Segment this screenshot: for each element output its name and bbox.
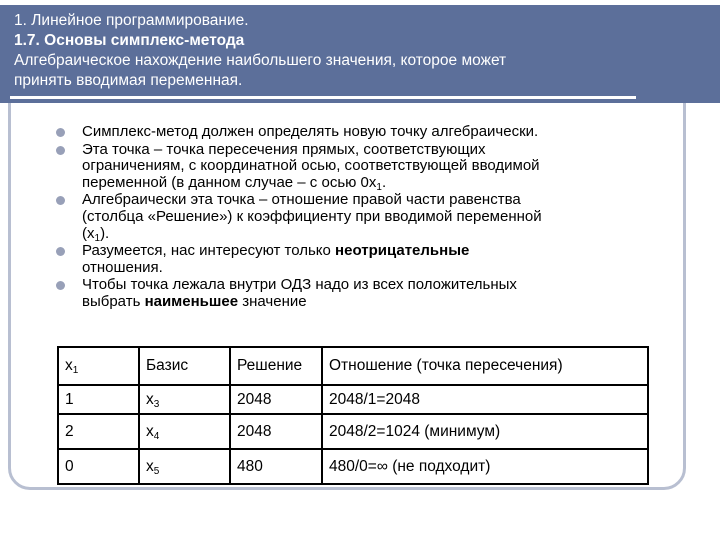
subscript: 1 — [376, 181, 382, 193]
table-cell: 0 — [58, 449, 139, 484]
bullet-dot-icon — [56, 247, 65, 256]
bullet-text: отношения. — [82, 258, 163, 276]
bullet-text — [82, 243, 662, 260]
var-base: x — [146, 457, 154, 475]
table-cell: 2048/1=2048 — [322, 385, 648, 414]
bullet-emphasis: наименьшее — [144, 292, 239, 310]
table-row — [58, 449, 648, 484]
table-cell: 2048 — [230, 385, 322, 414]
subscript: 1 — [72, 365, 79, 376]
bullet-text-part: Разумеется, нас интересуют только — [82, 242, 336, 260]
bullet-text — [82, 226, 662, 243]
bullet-emphasis: неотрицательные — [335, 242, 470, 260]
title-line-3: Алгебраическое нахождение наибольшего значения, которое может — [14, 52, 507, 69]
table-cell: 2048 — [230, 414, 322, 449]
table-header-cell: Отношение (точка пересечения) — [322, 347, 648, 385]
bullet-dot-icon — [56, 281, 65, 290]
subscript: 5 — [153, 465, 160, 477]
title-line-1: 1. Линейное программирование. — [14, 12, 249, 29]
table-cell: 480/0=∞ (не подходит) — [322, 449, 648, 484]
bullet-text-part: переменной (в данном случае – с осью 0x — [82, 173, 377, 191]
bullet-text — [82, 175, 662, 192]
bullet-text-part: . — [381, 173, 387, 191]
table-header-cell: Решение — [230, 347, 322, 385]
bullet-text: Алгебраически эта точка – отношение правой части равенства — [82, 191, 521, 209]
title-bar — [0, 5, 720, 103]
bullet-dot-icon — [56, 196, 65, 205]
var-base: x — [146, 390, 154, 408]
table-header-row — [58, 347, 648, 385]
table-header-cell: Базис — [139, 347, 230, 385]
table-cell — [139, 414, 230, 449]
bullet-text — [82, 294, 662, 311]
bullet-item — [52, 142, 662, 192]
table-cell: 1 — [58, 385, 139, 414]
bullet-text: (столбца «Решение») к коэффициенту при вводимой переменной — [82, 207, 542, 225]
subscript: 1 — [94, 232, 101, 244]
var-base: x — [146, 422, 154, 440]
subscript: 4 — [153, 430, 160, 442]
bullet-dot-icon — [56, 128, 65, 137]
bullet-text-part: (x — [82, 224, 95, 242]
table-cell — [139, 385, 230, 414]
title-line-4: принять вводимая переменная. — [14, 72, 243, 89]
bullet-text-part: ). — [100, 224, 110, 242]
table-row — [58, 414, 648, 449]
table-header-cell — [58, 347, 139, 385]
bullet-text: Эта точка – точка пересечения прямых, соответствующих — [82, 140, 486, 158]
var-base: x — [65, 357, 73, 374]
table-row — [58, 385, 648, 414]
table-cell: 480 — [230, 449, 322, 484]
bullet-text-part: значение — [238, 292, 307, 310]
bullet-list — [52, 124, 662, 312]
bullet-item — [52, 124, 662, 141]
bullet-dot-icon — [56, 146, 65, 155]
bullet-text: Симплекс-метод должен определять новую точку алгебраически. — [82, 123, 539, 140]
bullet-text: Чтобы точка лежала внутри ОДЗ надо из всех положительных — [82, 276, 517, 294]
subscript: 3 — [153, 398, 160, 410]
title-line-2: 1.7. Основы симплекс-метода — [14, 32, 245, 49]
simplex-table — [57, 346, 649, 485]
bullet-item — [52, 277, 662, 310]
table-cell: 2 — [58, 414, 139, 449]
table-cell — [139, 449, 230, 484]
bullet-item — [52, 192, 662, 242]
bullet-text: ограничениям, с координатной осью, соответствующей вводимой — [82, 157, 540, 175]
title-underline — [10, 96, 636, 99]
bullet-text-part: выбрать — [82, 292, 145, 310]
bullet-item — [52, 243, 662, 276]
table-cell: 2048/2=1024 (минимум) — [322, 414, 648, 449]
